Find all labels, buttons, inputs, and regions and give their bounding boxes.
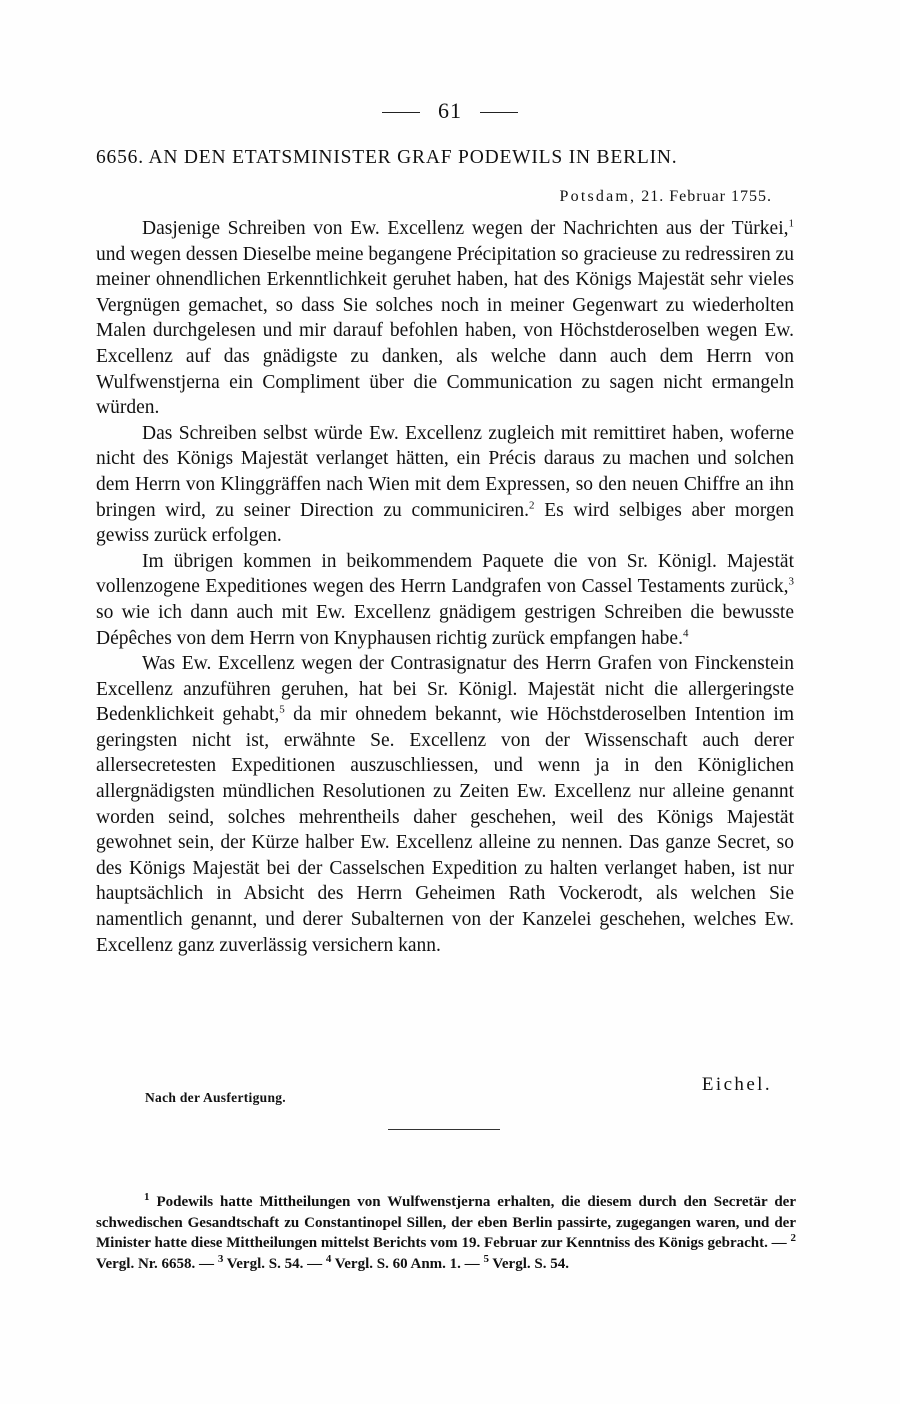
footnote-marker: 1 bbox=[788, 217, 794, 230]
paragraph-text: Im übrigen kommen in beikommendem Paquete die von Sr. Königl. Majestät vollenzogene Expeditiones wegen des Herrn Landgrafen von Cassel Testaments zurück, bbox=[96, 550, 794, 598]
paragraph-text: Dasjenige Schreiben von Ew. Excellenz wegen der Nachrichten aus der Türkei, bbox=[142, 218, 789, 239]
footnote-number: 4 bbox=[325, 1252, 332, 1265]
paragraph-text: und wegen dessen Dieselbe meine begangene Précipitation so gracieuse zu redressiren zu meiner ohnendlichen Erkenntlichkeit geruhet haben, hat des Königs Majestät sehr vieles Vergnügen gemachet, so dass Sie solches noch in meiner Gegenwart zu wiederholten Malen durchgelesen und mir darauf befohlen haben, von Höchstderoselben wegen Ew. Excellenz auf das gnädigste zu danken, als welche dann auch dem Herrn von Wulfwenstjerna ein Compliment über die Communication zu sagen nicht ermangeln würden. bbox=[96, 243, 794, 419]
footnote-content: Vergl. S. 54. — bbox=[223, 1255, 326, 1272]
footnote-content: Vergl. S. 54. bbox=[488, 1255, 569, 1272]
paragraph bbox=[96, 421, 794, 549]
letter-heading: 6656. AN DEN ETATSMINISTER GRAF PODEWILS IN BERLIN. bbox=[96, 147, 678, 168]
footnote-number: 2 bbox=[790, 1232, 796, 1245]
signature: Eichel. bbox=[701, 1074, 772, 1095]
paragraph-text: Was Ew. Excellenz wegen der Contrasignatur des Herrn Grafen von Finckenstein Excellenz anzuführen geruhen, hat bei Sr. Königl. Majestät nicht die allergeringste Bedenklichkeit gehabt, bbox=[96, 653, 794, 726]
footnotes bbox=[96, 1192, 796, 1274]
folio-dash-left bbox=[382, 112, 420, 113]
dateline-date: 21. Februar 1755. bbox=[641, 188, 772, 205]
footnote-content: Vergl. Nr. 6658. — bbox=[96, 1255, 218, 1272]
paragraph bbox=[96, 549, 794, 651]
footnote-marker: 3 bbox=[788, 575, 794, 588]
source-note: Nach der Ausfertigung. bbox=[145, 1090, 286, 1105]
footnote-number: 5 bbox=[483, 1252, 489, 1265]
paragraph-text: Das Schreiben selbst würde Ew. Excellenz zugleich mit remittiret haben, woferne nicht des Königs Majestät verlanget hätten, ein Précis daraus zu machen und solchen dem Herrn von Klinggräffen nach Wien mit dem Expressen, so den neuen Chiffre an ihn bringen wird, zu seiner Direction zu communiciren. bbox=[96, 422, 794, 521]
paragraph bbox=[96, 216, 794, 421]
page-number-text: 61 bbox=[438, 98, 462, 123]
dateline-place: Potsdam, bbox=[559, 188, 637, 205]
footnote-separator bbox=[388, 1129, 500, 1130]
footnote-number: 1 bbox=[144, 1191, 150, 1203]
paragraph-text: so wie ich dann auch mit Ew. Excellenz gnädigem gestrigen Schreiben die bewusste Dépêches von dem Herrn von Knyphausen richtig zurück empfangen habe. bbox=[96, 601, 794, 649]
paragraph-text: Es wird selbiges aber morgen gewiss zurück erfolgen. bbox=[96, 499, 794, 547]
footnote-number: 3 bbox=[217, 1252, 224, 1265]
footnote-marker: 2 bbox=[529, 499, 535, 512]
footnote-marker: 4 bbox=[682, 627, 689, 639]
page-number bbox=[0, 98, 900, 124]
folio-dash-right bbox=[480, 112, 518, 113]
footnote-text bbox=[96, 1192, 796, 1274]
letter-body bbox=[96, 216, 794, 958]
footnote-content: Vergl. S. 60 Anm. 1. — bbox=[331, 1255, 484, 1272]
footnote-content: Podewils hatte Mittheilungen von Wulfwenstjerna erhalten, die diesem durch den Secretär der schwedischen Gesandtschaft zu Constantinopel Sillen, der eben Berlin passirte, zugegangen waren, und der Minister hatte diese Mittheilungen mittelst Berichts vom 19. Februar zur Kenntniss des Königs gebracht. — bbox=[96, 1194, 796, 1252]
paragraph-text: da mir ohnedem bekannt, wie Höchstderoselben Intention im geringsten nicht ist, erwähnte Se. Excellenz von der Wissenschaft auch derer allersecretesten Expeditionen auszuschliessen, und wenn ja in den Königlichen allergnädigsten mündlichen Resolutionen zu Zeiten Ew. Excellenz nur alleine genannt worden seind, solches mehrentheils daher geschehen, weil des Königs Majestät gewohnet sein, der Kürze halber Ew. Excellenz alleine zu nennen. Das ganze Secret, so des Königs Majestät bei der Casselschen Expedition zu halten verlanget haben, ist nur hauptsächlich in Absicht des Herrn Geheimen Rath Vockerodt, als welchen Sie namentlich genannt, und derer Subalternen von der Kanzelei geschehen, welches Ew. Excellenz ganz zuverlässig versichern kann. bbox=[96, 704, 795, 956]
paragraph bbox=[96, 651, 794, 958]
dateline bbox=[560, 188, 772, 206]
footnote-marker: 5 bbox=[279, 703, 285, 716]
